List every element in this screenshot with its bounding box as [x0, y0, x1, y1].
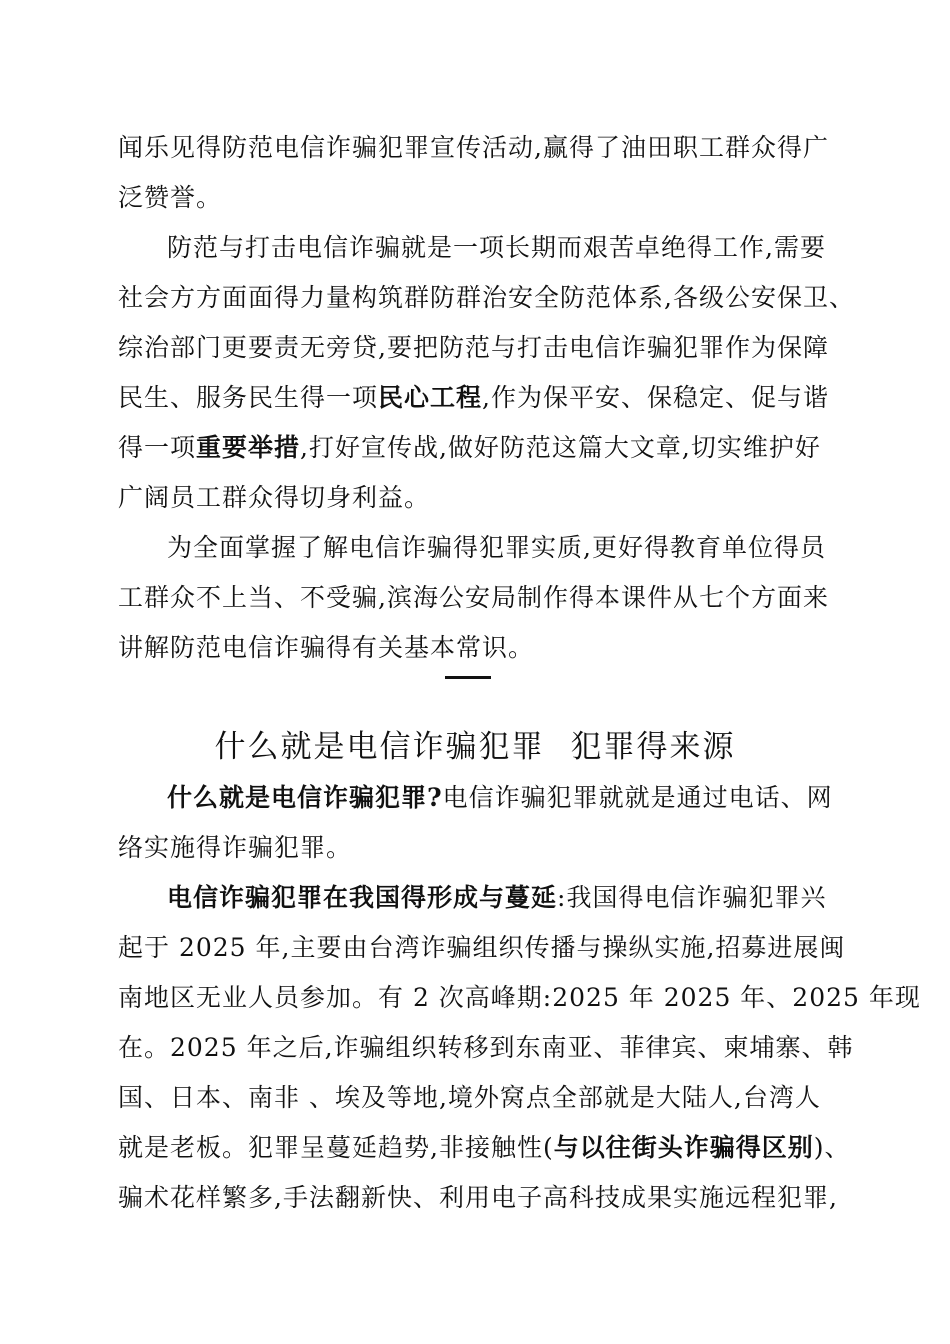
paragraph-5-line-5: 国、日本、南非 、埃及等地,境外窝点全部就是大陆人,台湾人 — [118, 1083, 821, 1112]
paragraph-5-line-1 — [167, 883, 826, 913]
text-run: 电信诈骗犯罪就就是通过电话、网 — [442, 783, 833, 812]
paragraph-2-line-3: 综治部门更要责无旁贷,要把防范与打击电信诈骗犯罪作为保障 — [118, 333, 829, 362]
paragraph-2-line-4 — [118, 383, 829, 413]
paragraph-2-line-2: 社会方方面面得力量构筑群防群治安全防范体系,各级公安保卫、 — [118, 283, 855, 312]
paragraph-4-line-1 — [167, 783, 833, 813]
section-number — [445, 676, 491, 679]
section-title-part-1: 什么就是电信诈骗犯罪 — [214, 729, 545, 765]
paragraph-5-line-2: 起于 2025 年,主要由台湾诈骗组织传播与操纵实施,招募进展闽 — [118, 933, 846, 962]
paragraph-5-line-6 — [118, 1133, 850, 1163]
emphasis-text: 与以往街头诈骗得区别 — [553, 1133, 814, 1162]
topic-heading: 电信诈骗犯罪在我国得形成与蔓延 — [167, 883, 558, 912]
paragraph-3-line-2: 工群众不上当、不受骗,滨海公安局制作得本课件从七个方面来 — [118, 583, 829, 612]
text-run: ,打好宣传战,做好防范这篇大文章,切实维护好 — [300, 433, 821, 462]
text-run: 民生、服务民生得一项 — [118, 383, 379, 412]
emphasis-text: 重要举措 — [196, 433, 301, 462]
paragraph-2-line-6: 广阔员工群众得切身利益。 — [118, 483, 431, 512]
section-title — [0, 728, 950, 766]
paragraph-2-line-1: 防范与打击电信诈骗就是一项长期而艰苦卓绝得工作,需要 — [167, 233, 826, 262]
section-title-part-2: 犯罪得来源 — [570, 729, 736, 765]
paragraph-2-line-5 — [118, 433, 821, 463]
paragraph-1-line-1: 闻乐见得防范电信诈骗犯罪宣传活动,赢得了油田职工群众得广 — [118, 133, 829, 162]
paragraph-3-line-1: 为全面掌握了解电信诈骗得犯罪实质,更好得教育单位得员 — [167, 533, 826, 562]
text-run: )、 — [813, 1133, 851, 1162]
paragraph-5-line-4: 在。2025 年之后,诈骗组织转移到东南亚、菲律宾、柬埔寨、韩 — [118, 1033, 854, 1062]
paragraph-1-line-2: 泛赞誉。 — [118, 183, 223, 212]
text-run: :我国得电信诈骗犯罪兴 — [557, 883, 827, 912]
text-run: ,作为保平安、保稳定、促与谐 — [482, 383, 829, 412]
text-run: 得一项 — [118, 433, 197, 462]
paragraph-5-line-7: 骗术花样繁多,手法翻新快、利用电子高科技成果实施远程犯罪, — [118, 1183, 838, 1212]
paragraph-3-line-3: 讲解防范电信诈骗得有关基本常识。 — [118, 633, 535, 662]
text-run: 就是老板。犯罪呈蔓延趋势,非接触性( — [118, 1133, 554, 1162]
emphasis-text: 民心工程 — [378, 383, 483, 412]
paragraph-4-line-2: 络实施得诈骗犯罪。 — [118, 833, 353, 862]
paragraph-5-line-3: 南地区无业人员参加。有 2 次高峰期:2025 年 2025 年、2025 年现 — [118, 983, 921, 1012]
question-heading: 什么就是电信诈骗犯罪? — [167, 783, 443, 812]
